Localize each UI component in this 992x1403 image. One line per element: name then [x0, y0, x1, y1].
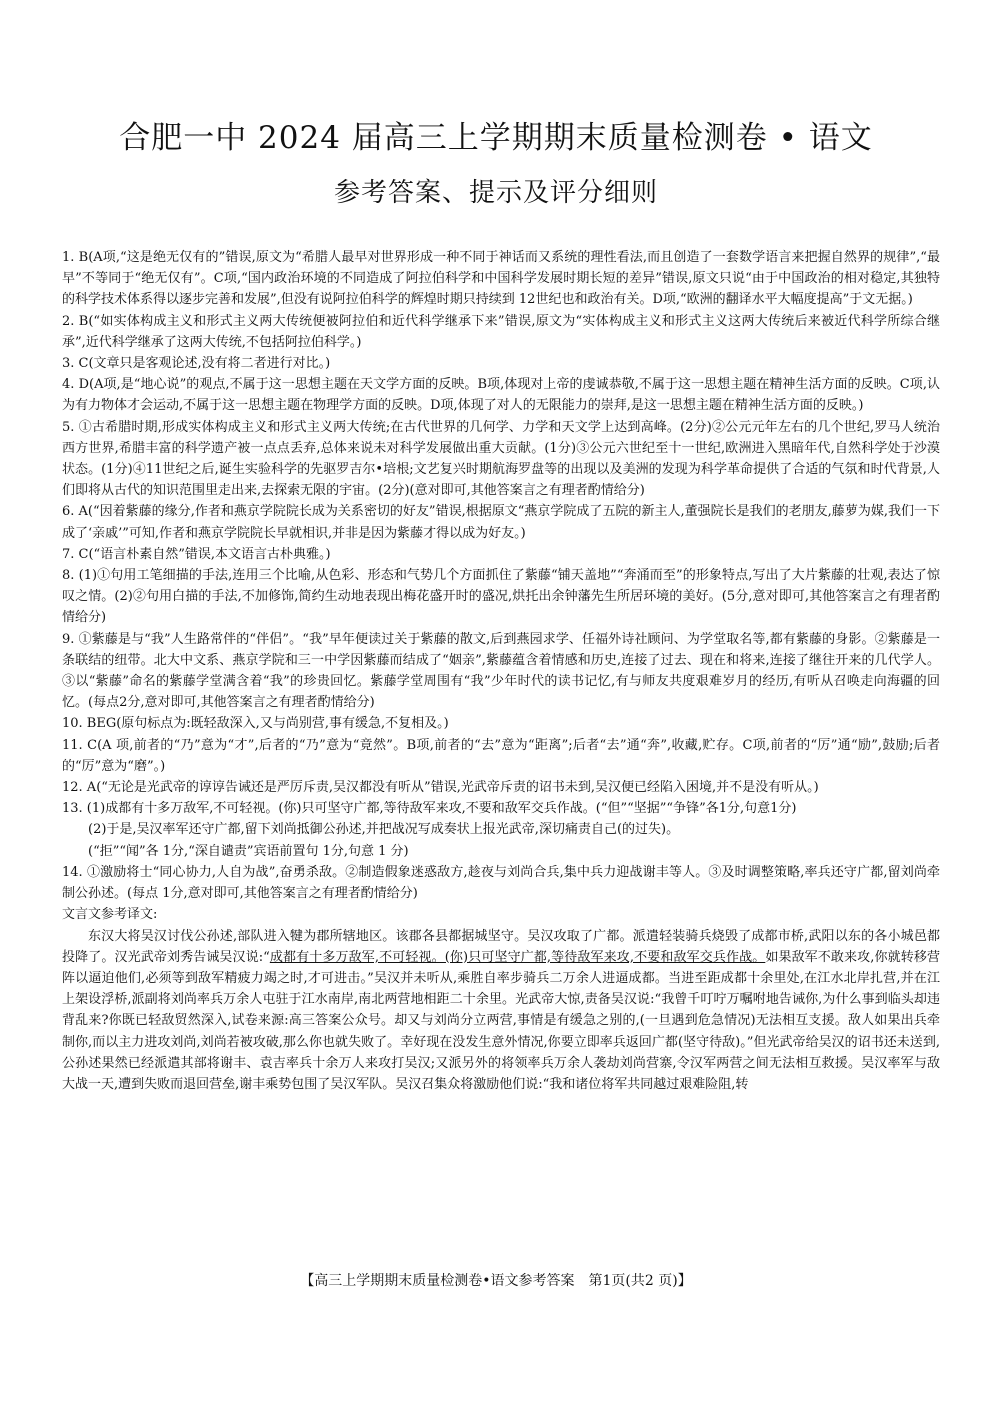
answer-item: 11. C(A 项,前者的“乃”意为“才”,后者的“乃”意为“竟然”。B项,前者的“去”意为“距离”;后者“去”通“奔”,收藏,贮存。C项,前者的“厉”通“励”,鼓励;后者的“厉”意为“磨”。) [62, 737, 940, 774]
answer-item: 5. ①古希腊时期,形成实体构成主义和形式主义两大传统;在古代世界的几何学、力学和天文学上达到高峰。(2分)②公元元年左右的几个世纪,罗马人统治西方世界,希腊丰富的科学遗产被一点点丢弃,总体来说未对科学发展做出重大贡献。(1分)③公元六世纪至十一世纪,欧洲进入黑暗年代,自然科学处于沙漠状态。(1分)④11世纪之后,诞生实验科学的先驱罗吉尔•培根;文艺复兴时期航海罗盘等的出现以及美洲的发现为科学革命提供了合适的气氛和时代背景,人们即将从古代的知识范围里走出来,去探索无限的宇宙。(2分)(意对即可,其他答案言之有理者酌情给分) [62, 419, 940, 499]
translation-text: 如果敌军不敢来攻,你就转移营阵以逼迫他们,必须等到敌军精疲力竭之时,才可进击。”吴汉并未听从,乘胜自率步骑兵二万余人进逼成都。当进至距成都十余里处,在江水北岸扎营,并在江上架设浮桥,派副将刘尚率兵万余人屯驻于江水南岸,南北两营地相距二十余里。光武帝大惊,责备吴汉说:“我曾千叮咛万嘱咐地告诫你,为什么事到临头却违背乱来?你既已轻敌贸然深入,试卷来源:高三答案公众号。却又与刘尚分立两营,事情是有缓急之别的,(一旦遇到危急情况)无法相互支援。敌人如果出兵牵制你,而以主力进攻刘尚,刘尚若被攻破,那么你也就失败了。幸好现在没发生意外情况,你要立即率兵返回广都(坚守待敌)。”但光武帝给吴汉的诏书还未送到,公孙述果然已经派遣其部将谢丰、袁吉率兵十余万人来攻打吴汉;又派另外的将领率兵万余人袭劫刘尚营寨,令汉军两营之间无法相互救援。吴汉率军与敌大战一天,遭到失败而退回营垒,谢丰乘势包围了吴汉军队。吴汉召集众将激励他们说:“我和诸位将军共同越过艰难险阻,转 [62, 949, 940, 1092]
translation-heading: 文言文参考译文: [62, 907, 158, 923]
answer-item: 6. A(“因着紫藤的缘分,作者和燕京学院院长成为关系密切的好友”错误,根据原文“燕京学院成了五院的新主人,董强院长是我们的老朋友,藤萝为媒,我们一下成了‘亲戚’”可知,作者和燕京学院院长早就相识,并非是因为紫藤才得以成为好友。) [62, 504, 940, 541]
answer-item: 12. A(“无论是光武帝的谆谆告诫还是严厉斥责,吴汉都没有听从”错误,光武帝斥责的诏书未到,吴汉便已经陷入困境,并不是没有听从。) [62, 780, 819, 796]
answer-item: 4. D(A项,是“地心说”的观点,不属于这一思想主题在天文学方面的反映。B项,体现对上帝的虔诚恭敬,不属于这一思想主题在精神生活方面的反映。C项,认为有力物体才会运动,不属于这一思想主题在物理学方面的反映。D项,体现了对人的无限能力的崇拜,是这一思想主题在精神生活方面的反映。) [62, 377, 940, 414]
page-subtitle: 参考答案、提示及评分细则 [333, 178, 658, 208]
answer-item: 1. B(A项,“这是绝无仅有的”错误,原文为“希腊人最早对世界形成一种不同于神话而又系统的理性看法,而且创造了一套数学语言来把握自然界的规律”,“最早”不等同于“绝无仅有”。C项,“国内政治环境的不同造成了阿拉伯科学和中国科学发展时期长短的差异”错误,原文只说“由于中国政治的相对稳定,其独特的科学技术体系得以逐步完善和发展”,但没有说阿拉伯科学的辉煌时期只持续到 12世纪也和政治有关。D项,“欧洲的翻译水平大幅度提高”于文无据。) [62, 250, 940, 308]
answer-item-13-part2: (2)于是,吴汉率军还守广都,留下刘尚抵御公孙述,并把战况写成奏状上报光武帝,深切痛责自己(的过失)。 [88, 822, 680, 838]
answer-item-13-scoring: (“拒”“闻”各 1分,“深自谴责”宾语前置句 1分,句意 1 分) [88, 843, 409, 859]
page-footer: 【高三上学期期末质量检测卷•语文参考答案 第1页(共2 页)】 [300, 1273, 692, 1289]
answer-item: 8. (1)①句用工笔细描的手法,连用三个比喻,从色彩、形态和气势几个方面抓住了紫藤“铺天盖地”“奔涌而至”的形象特点,写出了大片紫藤的壮观,表达了惊叹之情。(2)②句用白描的手法,不加修饰,简约生动地表现出梅花盛开时的盛况,烘托出余钟藩先生所居环境的美好。(5分,意对即可,其他答案言之有理者酌情给分) [62, 568, 940, 626]
answer-item: 3. C(文章只是客观论述,没有将二者进行对比。) [62, 356, 331, 372]
answer-item: 7. C(“语言朴素自然”错误,本文语言古朴典雅。) [62, 546, 331, 562]
answer-item: 10. BEG(原句标点为:既轻敌深入,又与尚别营,事有缓急,不复相及。) [62, 716, 449, 732]
translation-text: 东汉大将吴汉讨伐公孙述,部队进入犍为郡所辖地区。该郡各县都据城坚守。吴汉攻取了广都。派遣轻装骑兵烧毁了成都市桥,武阳以东的各小城邑都投降了。汉光武帝刘秀告诫吴汉说:“ [62, 928, 940, 965]
answer-item: 2. B(“如实体构成主义和形式主义两大传统便被阿拉伯和近代科学继承下来”错误,原文为“实体构成主义和形式主义这两大传统后来被近代科学所综合继承”,近代科学继承了这两大传统,不包括阿拉伯科学。) [62, 313, 940, 350]
answer-item: 9. ①紫藤是与“我”人生路常伴的“伴侣”。“我”早年便读过关于紫藤的散文,后到燕园求学、任福外诗社顾问、为学堂取名等,都有紫藤的身影。②紫藤是一条联结的纽带。北大中文系、燕京学院和三一中学因紫藤而结成了“姻亲”,紫藤蕴含着情感和历史,连接了过去、现在和将来,连接了继往开来的几代学人。③以“紫藤”命名的紫藤学堂满含着“我”的珍贵回忆。紫藤学堂周围有“我”少年时代的读书记忆,有与师友共度艰难岁月的经历,有听从召唤走向海疆的回忆。(每点2分,意对即可,其他答案言之有理者酌情给分) [62, 631, 940, 711]
translation-paragraph [62, 926, 940, 1096]
page-title: 合肥一中 2024 届高三上学期期末质量检测卷 • 语文 [119, 120, 873, 156]
translation-underlined-text: 成都有十多万敌军,不可轻视。(你)只可坚守广都,等待敌军来攻,不要和敌军交兵作战。 [269, 949, 766, 965]
answer-item-14: 14. ①激励将士“同心协力,人自为战”,奋勇杀敌。②制造假象迷惑敌方,趁夜与刘尚合兵,集中兵力迎战谢丰等人。③及时调整策略,率兵还守广都,留刘尚牵制公孙述。(每点 1分,意对即可,其他答案言之有理者酌情给分) [62, 864, 940, 902]
answer-content [62, 247, 940, 1095]
answer-item: 13. (1)成都有十多万敌军,不可轻视。(你)只可坚守广都,等待敌军来攻,不要和敌军交兵作战。(“但”“坚据”“争锋”各1分,句意1分) [62, 801, 797, 817]
